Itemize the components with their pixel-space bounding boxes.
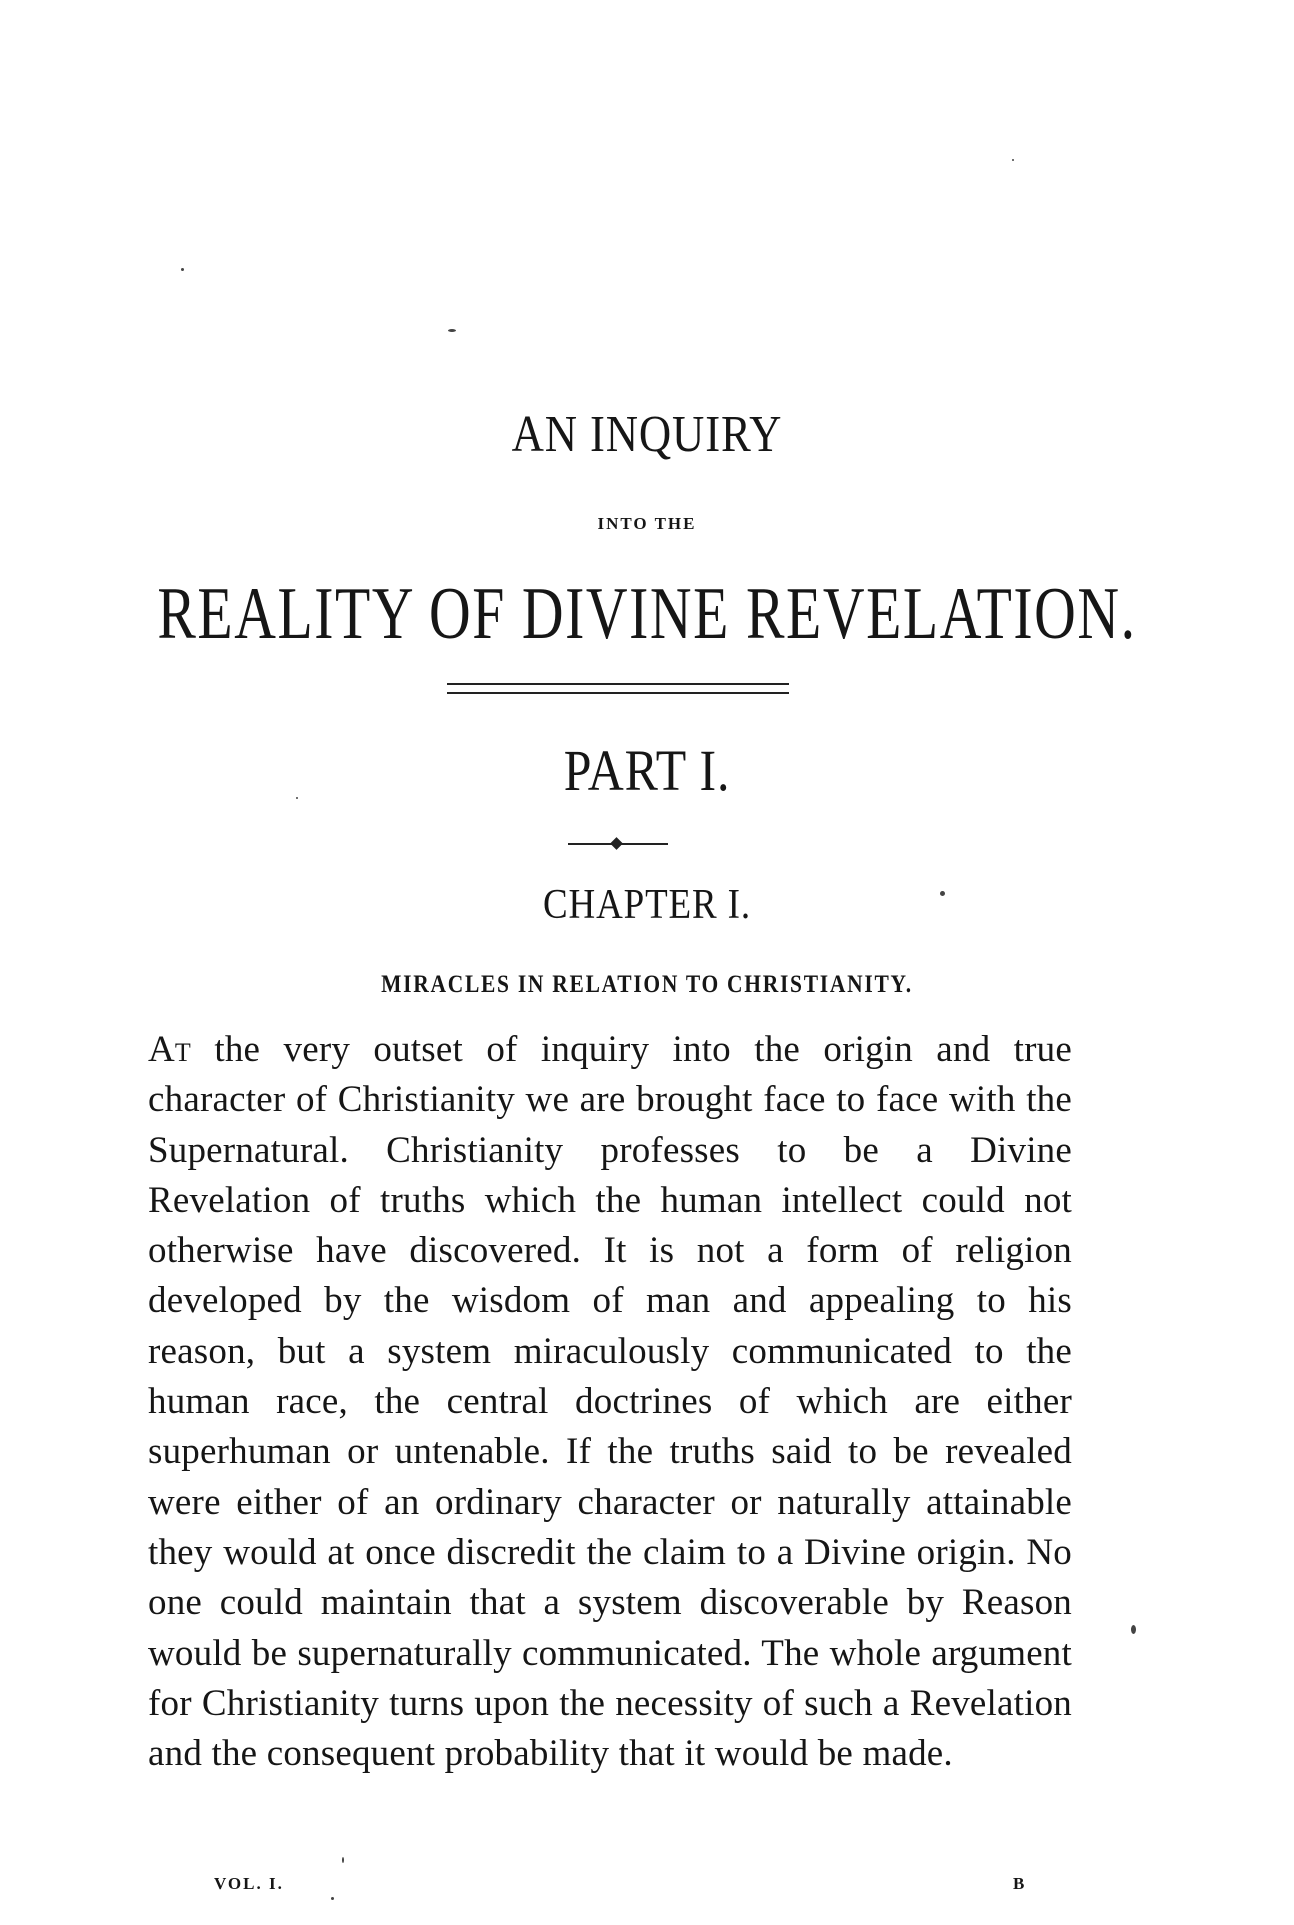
print-speck	[1131, 1625, 1136, 1634]
chapter-subtitle: MIRACLES IN RELATION TO CHRISTIANITY.	[381, 971, 913, 998]
signature-mark: VOL. I.	[214, 1874, 284, 1893]
title-connector-line: INTO THE	[597, 514, 697, 533]
print-speck	[181, 268, 184, 271]
body-paragraph	[148, 1025, 1072, 1825]
diamond-icon	[610, 837, 623, 850]
sheet-letter: B	[1013, 1874, 1025, 1893]
chapter-heading: CHAPTER I.	[542, 882, 751, 928]
print-speck	[448, 329, 456, 332]
title-top-line: AN INQUIRY	[511, 406, 783, 463]
main-title: REALITY OF DIVINE REVELATION.	[157, 573, 1137, 655]
print-speck	[331, 1897, 334, 1900]
print-speck	[296, 797, 298, 799]
part-heading: PART I.	[563, 738, 731, 803]
print-speck	[940, 891, 945, 896]
double-rule-divider	[447, 683, 789, 694]
ornament-divider	[568, 838, 668, 850]
drop-cap-word: At	[148, 1029, 192, 1070]
body-paragraph-text: the very outset of inquiry into the origin and true character of Christianity we are brought face to face with the Supernatural. Christianity professes to be a Divine Revelation of truths which the human intellect could not otherwise have discovered. It is not a form of religion developed by the wisdom of man and appealing to his reason, but a system miraculously communicated to the human race, the central doctrines of which are either superhuman or untenable. If the truths said to be revealed were either of an ordinary character or naturally attainable they would at once discredit the claim to a Divine origin. No one could maintain that a system discoverable by Reason would be supernaturally communicated. The whole argument for Christianity turns upon the necessity of such a Revelation and the consequent probability that it would be made.	[148, 1029, 1072, 1775]
print-speck	[342, 1857, 344, 1863]
print-speck	[1012, 159, 1014, 161]
